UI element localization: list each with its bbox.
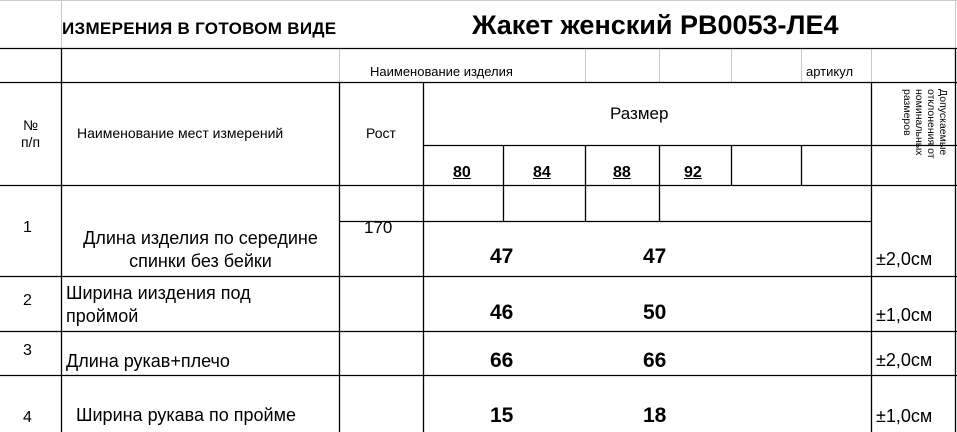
tolerance-line-2: отклонения от bbox=[925, 89, 937, 159]
table-row-4-value-b: 18 bbox=[643, 404, 667, 427]
table-row-2-number: 2 bbox=[23, 292, 32, 309]
column-number-header: № п/п bbox=[20, 117, 41, 150]
table-row-4-tolerance: ±1,0см bbox=[876, 406, 933, 426]
table-row-3-tolerance: ±2,0см bbox=[876, 350, 933, 370]
table-row-1-value-b: 47 bbox=[643, 245, 667, 268]
table-row-1-tolerance: ±2,0см bbox=[876, 249, 933, 269]
measurements-heading: ИЗМЕРЕНИЯ В ГОТОВОМ ВИДЕ bbox=[62, 19, 337, 38]
table-row-2-value-b: 50 bbox=[643, 301, 667, 324]
size-label-80: 80 bbox=[453, 164, 471, 181]
table-row-1-name: Длина изделия по середине спинки без бейки bbox=[83, 228, 318, 271]
column-size-header: Размер bbox=[610, 104, 669, 123]
table-row-2-value-a: 46 bbox=[490, 301, 514, 324]
product-title: Жакет женский РВ0053-ЛЕ4 bbox=[472, 10, 839, 40]
table-row-4-name: Ширина рукава по пройме bbox=[76, 405, 296, 425]
size-label-88: 88 bbox=[613, 164, 631, 181]
table-row-3-value-a: 66 bbox=[490, 349, 514, 372]
table-row-1-value-a: 47 bbox=[490, 245, 514, 268]
column-height-header: Рост bbox=[366, 125, 396, 141]
size-label-84: 84 bbox=[533, 164, 551, 181]
column-measure-name-header: Наименование мест измерений bbox=[77, 125, 284, 141]
table-row-1-height: 170 bbox=[364, 218, 393, 237]
table-row-4-number: 4 bbox=[23, 409, 32, 426]
product-name-label: Наименование изделия bbox=[370, 64, 513, 79]
column-tolerance-header bbox=[901, 89, 949, 159]
tolerance-line-3: номинальных bbox=[913, 89, 925, 156]
tolerance-line-1: Допускаемые bbox=[937, 89, 949, 156]
table-row-2-tolerance: ±1,0см bbox=[876, 305, 933, 325]
table-row-3-number: 3 bbox=[23, 342, 32, 359]
size-label-92: 92 bbox=[684, 164, 702, 181]
table-row-2-name: Ширина ииздения под проймой bbox=[66, 283, 251, 326]
table-row-1-number: 1 bbox=[23, 219, 32, 236]
table-row-3-value-b: 66 bbox=[643, 349, 667, 372]
table-row-4-value-a: 15 bbox=[490, 404, 514, 427]
tolerance-line-4: размеров bbox=[901, 89, 913, 136]
article-label: артикул bbox=[806, 64, 854, 79]
table-row-3-name: Длина рукав+плечо bbox=[66, 351, 230, 371]
